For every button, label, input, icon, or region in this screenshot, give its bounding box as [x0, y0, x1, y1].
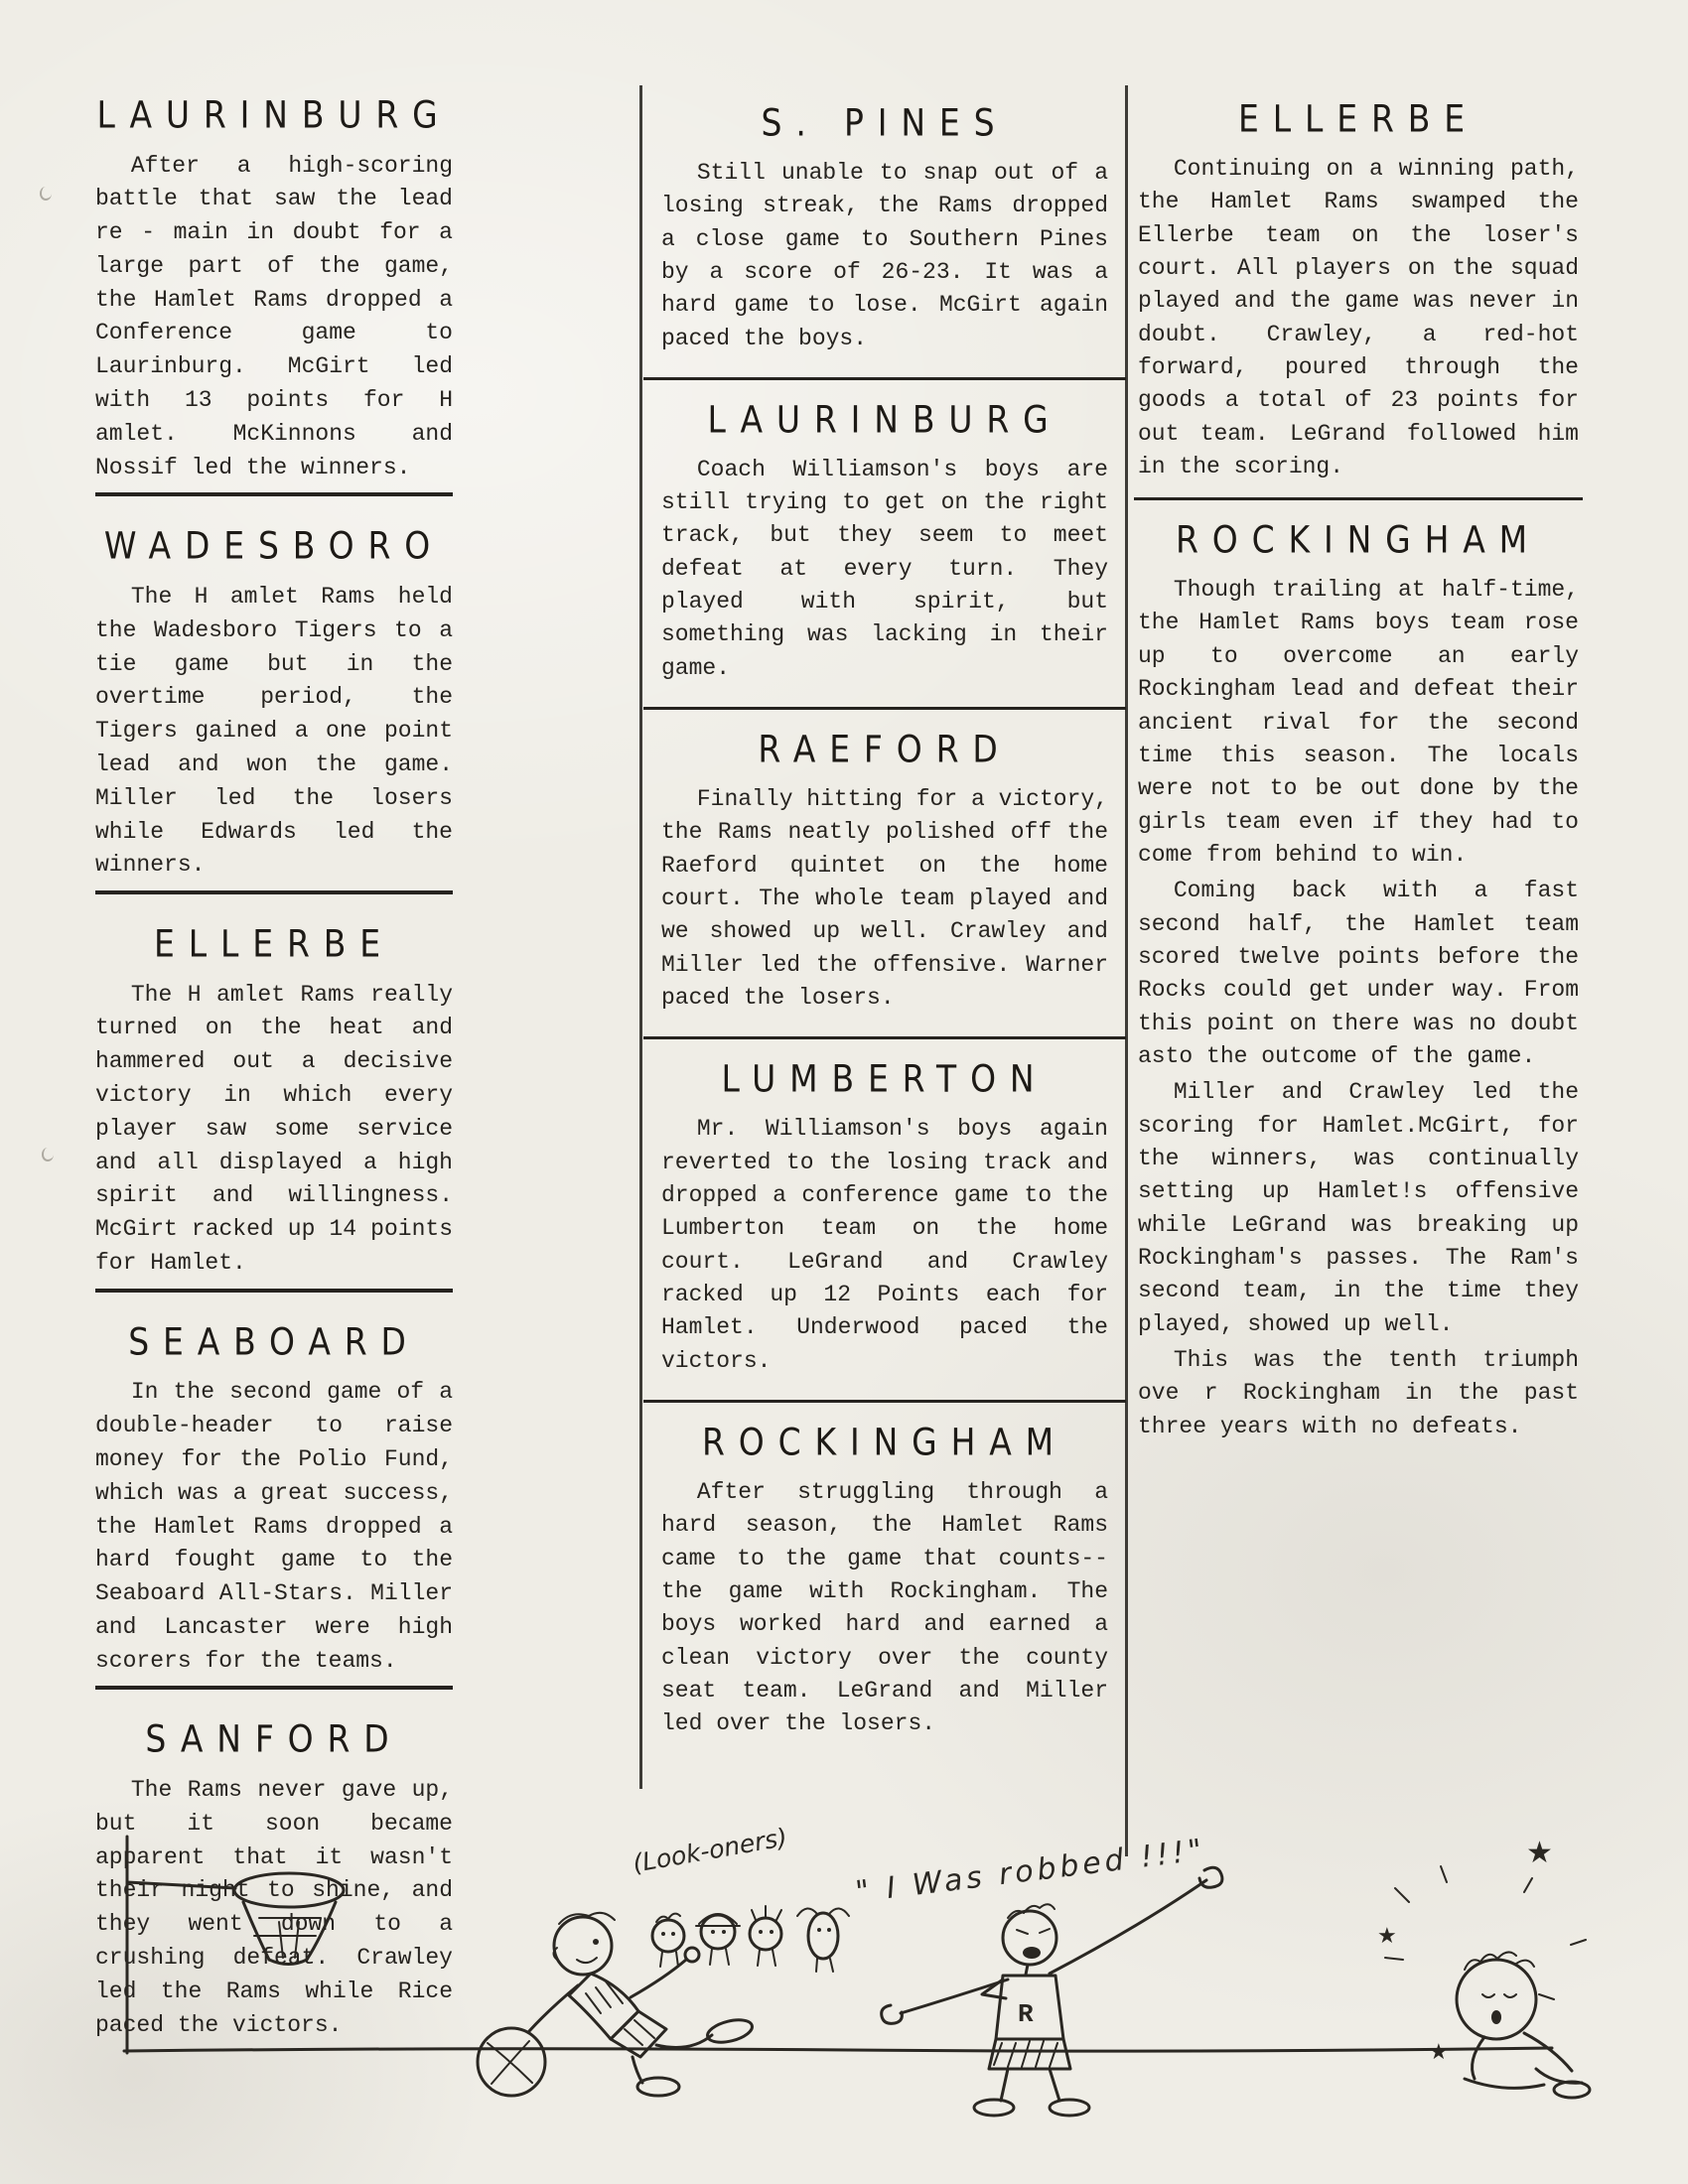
dazed-player-doodle: [1377, 1836, 1590, 2098]
article-headline: WADESBORO: [103, 524, 445, 568]
article-headline: ROCKINGHAM: [1175, 517, 1542, 562]
article-paragraph: After struggling through a hard season, the Hamlet Rams came to the game that counts--the game with Rockingham. The boys worked hard and earned a clean victory over the county seat team. LeGrand and Miller led over the losers.: [661, 1478, 1108, 1737]
column-middle: [643, 83, 1126, 1763]
robbed-caption: " I Was robbed !!!": [853, 1832, 1208, 1910]
article-ellerbe: [95, 920, 453, 1293]
article-paragraph: Still unable to snap out of a losing streak, the Rams dropped a close game to Southern Pines by a score of 26-23. It was a hard game to lose. McGirt again paced the boys.: [661, 159, 1108, 351]
column-divider-right: [1125, 85, 1128, 1856]
article-laurinburg: [95, 91, 453, 496]
article-seaboard: [95, 1318, 453, 1691]
article-paragraph: This was the tenth triumph ove r Rockingham in the past three years with no defeats.: [1138, 1347, 1579, 1439]
article-headline: ELLERBE: [1238, 96, 1478, 141]
article-headline: ROCKINGHAM: [701, 1420, 1068, 1464]
article-paragraph: Finally hitting for a victory, the Rams neatly polished off the Raeford quintet on the home court. The whole team played and we showed up well. Crawley and Miller led the offensive. Warner paced the losers.: [661, 786, 1108, 1012]
article-headline: ELLERBE: [154, 921, 394, 966]
article-paragraph: The H amlet Rams really turned on the heat and hammered out a decisive victory in which every player saw some service and all displayed a high spirit and willingness. McGirt racked up 14 points for Hamlet.: [95, 981, 453, 1277]
article-paragraph: Miller and Crawley led the scoring for Hamlet.McGirt, for the winners, was continually setting up Hamlet!s offensive while LeGrand was breaking up Rockingham's passes. The Ram's second team, in the time they played, showed up well.: [1138, 1079, 1579, 1337]
star-icon: ★: [1429, 2040, 1449, 2065]
article-rockingham: [643, 1403, 1126, 1763]
article-headline: LAURINBURG: [707, 397, 1062, 442]
article-paragraph: Coach Williamson's boys are still trying to get on the right track, but they seem to meet defeat at every turn. They played with spirit, but something was lacking in their game.: [661, 456, 1108, 681]
onlookers-caption: (Look-oners): [631, 1823, 790, 1878]
ink-smudge: [40, 187, 52, 201]
column-right: [1134, 91, 1583, 1487]
cartoon-strip: [94, 1819, 1594, 2146]
star-icon: ★: [1526, 1836, 1553, 1870]
star-icon: ★: [1377, 1924, 1397, 1949]
article-paragraph: After a high-scoring battle that saw the lead re - main in doubt for a large part of the game, the Hamlet Rams dropped a Conference game to Laurinburg. McGirt led with 13 points for H amlet. McKinnons and Nossif led the winners.: [95, 152, 453, 480]
column-left: [95, 91, 453, 2080]
article-paragraph: Mr. Williamson's boys again reverted to the losing track and dropped a conference game to the Lumberton team on the home court. LeGrand and Crawley racked up 12 Points each for Hamlet. Underwood paced the victors.: [661, 1116, 1108, 1374]
article-rockingham: [1134, 512, 1583, 1457]
jersey-letter: R: [1018, 1999, 1034, 2029]
article-paragraph: The H amlet Rams held the Wadesboro Tigers to a tie game but in the overtime period, the Tigers gained a one point lead and won the game. Miller led the losers while Edwards led the winners.: [95, 583, 453, 879]
article-laurinburg: [643, 380, 1126, 710]
article-raeford: [643, 710, 1126, 1039]
article-headline: SANFORD: [145, 1717, 403, 1761]
article-headline: LUMBERTON: [721, 1057, 1049, 1101]
column-divider-left: [639, 85, 642, 1789]
ink-smudge: [42, 1148, 54, 1161]
article-s-pines: [643, 83, 1126, 380]
article-headline: SEABOARD: [128, 1319, 420, 1364]
article-paragraph: Though trailing at half-time, the Hamlet Rams boys team rose up to overcome an early Rockingham lead and defeat their ancient rival for the second time this season. The locals were not to be out done by the girls team even if they had to come from behind to win.: [1138, 577, 1579, 868]
article-headline: RAEFORD: [758, 727, 1012, 771]
article-paragraph: Continuing on a winning path, the Hamlet Rams swamped the Ellerbe team on the loser's court. All players on the squad played and the game was never in doubt. Crawley, a red-hot forward, poured through the goods a total of 23 points for out team. LeGrand followed him in the scoring.: [1138, 155, 1579, 479]
article-paragraph: In the second game of a double-header to raise money for the Polio Fund, which was a great success, the Hamlet Rams dropped a hard fought game to the Seaboard All-Stars. Miller and Lancaster were high scorers for the teams.: [95, 1379, 453, 1674]
dribbling-player-doodle: [478, 1913, 755, 2096]
article-paragraph: Coming back with a fast second half, the Hamlet team scored twelve points before the Rocks could get under way. From this point on there was no doubt asto the outcome of the game.: [1138, 878, 1579, 1069]
article-paragraph: The Rams never gave up, but it soon became apparent that it wasn't their night to shine, and they went down to a crushing defeat. Crawley led the Rams while Rice paced the victors.: [95, 1776, 453, 2038]
article-wadesboro: [95, 522, 453, 894]
article-headline: S. PINES: [761, 100, 1009, 145]
article-ellerbe: [1134, 91, 1583, 500]
yelling-player-doodle: [882, 1867, 1222, 2116]
article-headline: LAURINBURG: [96, 92, 452, 137]
article-lumberton: [643, 1039, 1126, 1403]
